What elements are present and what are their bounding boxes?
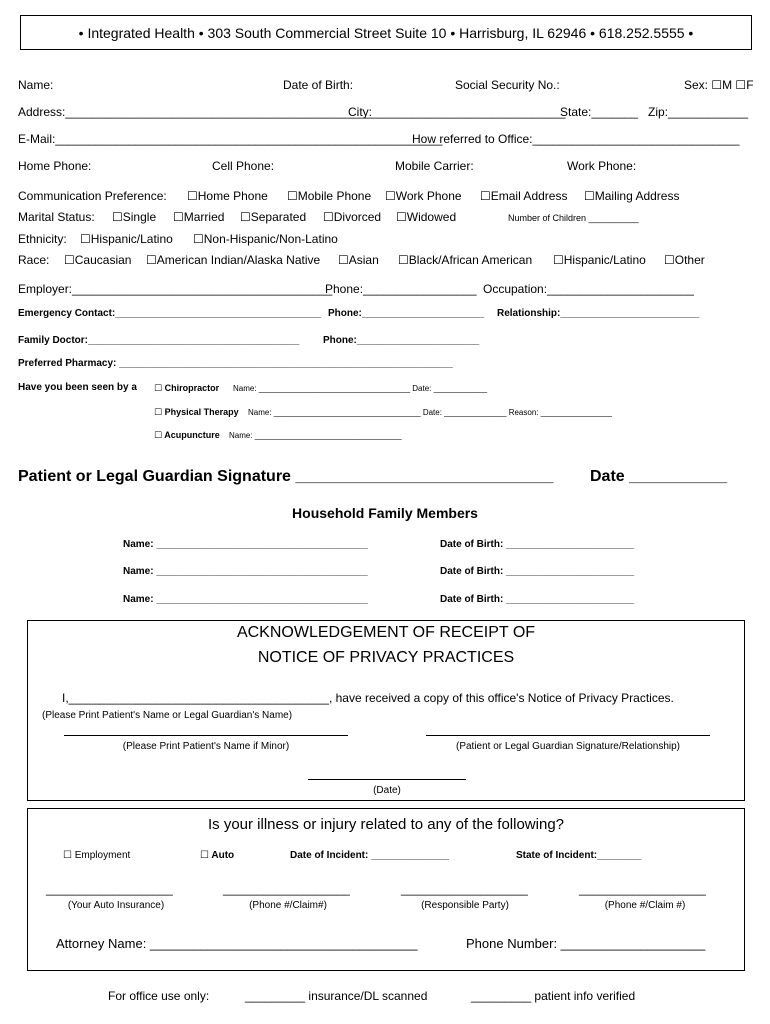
email-field[interactable]: E-Mail:__________________________________________________________ [18, 132, 443, 146]
physical-therapy-details[interactable]: Name: _________________________________ Date: ______________ Reason: ________________ [248, 408, 612, 417]
responsible-party-caption: (Responsible Party) [421, 900, 509, 911]
household-title: Household Family Members [292, 505, 478, 521]
marital-widowed[interactable]: ☐Widowed [396, 210, 457, 224]
ethnicity-label: Ethnicity: [18, 232, 67, 246]
injury-question: Is your illness or injury related to any of the following? [207, 816, 564, 833]
comm-home-phone[interactable]: ☐Home Phone [187, 189, 268, 203]
marital-label: Marital Status: [18, 210, 95, 224]
race-american-indian[interactable]: ☐American Indian/Alaska Native [146, 253, 321, 267]
responsible-party-line[interactable]: ___________________ [401, 882, 528, 896]
incident-date-field[interactable]: Date of Incident: ______________ [290, 850, 449, 861]
household-name-2[interactable]: Name: ______________________________________ [123, 566, 368, 577]
office-use-label: For office use only: [108, 989, 210, 1003]
household-dob-3[interactable]: Date of Birth: _______________________ [440, 594, 635, 605]
race-black[interactable]: ☐Black/African American [398, 253, 533, 267]
emergency-contact-field[interactable]: Emergency Contact:_____________________________________ [18, 308, 322, 319]
pharmacy-field[interactable]: Preferred Pharmacy: ____________________________________________________________ [18, 358, 453, 369]
household-name-1[interactable]: Name: ______________________________________ [123, 539, 368, 550]
cell-phone-label[interactable]: Cell Phone: [212, 159, 275, 173]
chiropractor-details[interactable]: Name: __________________________________ Date: ____________ [233, 384, 488, 393]
marital-married[interactable]: ☐Married [173, 210, 225, 224]
insurance-scanned-field[interactable]: _________ insurance/DL scanned [245, 989, 428, 1003]
occupation-field[interactable]: Occupation:______________________ [483, 282, 694, 296]
marital-single[interactable]: ☐Single [112, 210, 157, 224]
ssn-label[interactable]: Social Security No.: [455, 78, 560, 92]
physical-therapy-checkbox[interactable]: ☐ Physical Therapy [154, 407, 239, 417]
patient-info-verified-field[interactable]: _________ patient info verified [471, 989, 636, 1003]
clinic-header [20, 15, 752, 50]
relationship-field[interactable]: Relationship:_________________________ [497, 308, 700, 319]
ack-title-line-1: ACKNOWLEDGEMENT OF RECEIPT OF [236, 624, 536, 641]
incident-state-field[interactable]: State of Incident:________ [516, 850, 642, 861]
minor-name-caption: (Please Print Patient's Name if Minor) [122, 741, 290, 752]
number-of-children[interactable]: Number of Children __________ [508, 213, 639, 223]
race-hispanic[interactable]: ☐Hispanic/Latino [553, 253, 646, 267]
chiropractor-checkbox[interactable]: ☐ Chiropractor [154, 383, 220, 393]
household-name-3[interactable]: Name: ______________________________________ [123, 594, 368, 605]
guardian-signature-caption: (Patient or Legal Guardian Signature/Relationship) [455, 741, 681, 752]
clinic-address: • Integrated Health • 303 South Commercial Street Suite 10 • Harrisburg, IL 62946 • 618.252.5555 • [78, 24, 694, 41]
ack-date-caption: (Date) [373, 785, 401, 796]
employment-checkbox[interactable]: ☐ Employment [63, 850, 131, 861]
communication-label: Communication Preference: [18, 189, 167, 203]
comm-mailing[interactable]: ☐Mailing Address [584, 189, 680, 203]
minor-name-line[interactable] [64, 735, 348, 736]
auto-phone-claim-line[interactable]: ___________________ [223, 882, 350, 896]
auto-phone-claim-caption: (Phone #/Claim#) [249, 900, 327, 911]
ack-title-line-2: NOTICE OF PRIVACY PRACTICES [257, 649, 515, 666]
party-phone-claim-caption: (Phone #/Claim #) [604, 900, 686, 911]
emergency-phone-field[interactable]: Phone:______________________ [328, 308, 485, 319]
work-phone-label[interactable]: Work Phone: [567, 159, 637, 173]
marital-separated[interactable]: ☐Separated [240, 210, 307, 224]
acupuncture-checkbox[interactable]: ☐ Acupuncture [154, 430, 220, 440]
household-dob-2[interactable]: Date of Birth: _______________________ [440, 566, 635, 577]
referred-field[interactable]: How referred to Office:_______________________________ [412, 132, 740, 146]
state-field[interactable]: State:_______ [560, 105, 639, 119]
home-phone-label[interactable]: Home Phone: [18, 159, 92, 173]
ack-sentence[interactable]: I,_______________________________________, have received a copy of this office's Notice of Privacy Practices. [62, 691, 674, 705]
family-doctor-field[interactable]: Family Doctor:______________________________________ [18, 335, 300, 346]
party-phone-claim-line[interactable]: ___________________ [579, 882, 706, 896]
comm-email[interactable]: ☐Email Address [480, 189, 568, 203]
ethnicity-non-hispanic[interactable]: ☐Non-Hispanic/Non-Latino [193, 232, 338, 246]
dob-label[interactable]: Date of Birth: [283, 78, 354, 92]
auto-insurance-line[interactable]: ___________________ [46, 882, 173, 896]
seen-by-label: Have you been seen by a [18, 382, 137, 393]
marital-divorced[interactable]: ☐Divorced [323, 210, 382, 224]
doctor-phone-field[interactable]: Phone:______________________ [323, 335, 480, 346]
auto-checkbox[interactable]: ☐ Auto [200, 850, 235, 861]
race-label: Race: [18, 253, 50, 267]
address-field[interactable]: Address:______________________________________________ [18, 105, 373, 119]
ethnicity-hispanic[interactable]: ☐Hispanic/Latino [80, 232, 173, 246]
mobile-carrier-label[interactable]: Mobile Carrier: [395, 159, 474, 173]
attorney-phone-field[interactable]: Phone Number: ____________________ [466, 936, 706, 951]
patient-signature-field[interactable]: Patient or Legal Guardian Signature _____________________________ [18, 468, 554, 485]
employer-field[interactable]: Employer:_______________________________________ [18, 282, 333, 296]
auto-insurance-caption: (Your Auto Insurance) [67, 900, 165, 911]
employer-phone-field[interactable]: Phone:_________________ [325, 282, 477, 296]
sex-options[interactable]: Sex: ☐M ☐F [684, 78, 754, 92]
comm-mobile-phone[interactable]: ☐Mobile Phone [287, 189, 372, 203]
acupuncture-details[interactable]: Name: _________________________________ [229, 431, 402, 440]
household-dob-1[interactable]: Date of Birth: _______________________ [440, 539, 635, 550]
guardian-signature-line[interactable] [426, 735, 710, 736]
race-asian[interactable]: ☐Asian [338, 253, 379, 267]
name-label[interactable]: Name: [18, 78, 54, 92]
comm-work-phone[interactable]: ☐Work Phone [385, 189, 462, 203]
zip-field[interactable]: Zip:____________ [648, 105, 749, 119]
signature-date-field[interactable]: Date ___________ [590, 468, 728, 485]
race-other[interactable]: ☐Other [664, 253, 705, 267]
ack-print-name-caption: (Please Print Patient's Name or Legal Guardian's Name) [42, 710, 293, 721]
attorney-name-field[interactable]: Attorney Name: _____________________________________ [56, 936, 418, 951]
ack-date-line[interactable] [308, 779, 466, 780]
city-field[interactable]: City:_____________________________ [348, 105, 566, 119]
race-caucasian[interactable]: ☐Caucasian [64, 253, 132, 267]
